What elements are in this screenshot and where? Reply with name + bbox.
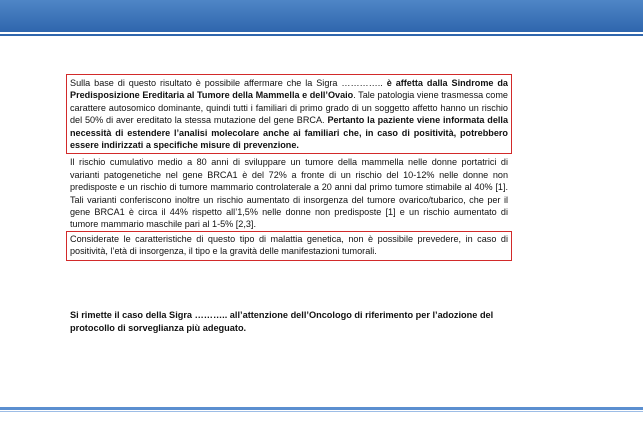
diagnosis-text-2: . Tale patologia viene trasmessa come carattere autosomico dominante, quindi tutti i familiari di primo grado di un soggetto affetto hanno un rischio del 50% di aver ereditato la stessa mutazione del gene BRCA. <box>70 90 508 126</box>
header-band <box>0 0 643 32</box>
diagnosis-bold-1: è affetta dalla Sindrome da Predisposizione Ereditaria al Tumore della Mammella e dell’Ovaio <box>70 78 508 101</box>
diagnosis-paragraph <box>70 77 508 151</box>
highlight-box-diagnosis <box>66 74 512 154</box>
considerations-paragraph: Considerate le caratteristiche di questo tipo di malattia genetica, non è possibile prevedere, in caso di positività, l’età di insorgenza, il tipo e la gravità delle manifestazioni tumorali. <box>70 233 508 257</box>
risk-paragraph: Il rischio cumulativo medio a 80 anni di sviluppare un tumore della mammella nelle donne portatrici di varianti patogenetiche nel gene BRCA1 è del 72% a fronte di un rischio del 10-12% nelle donne non predisposte e un rischio di tumore mammario controlaterale a 20 anni dal primo tumore stimabile al 40% [1]. Tali varianti conferiscono inoltre un rischio aumentato di insorgenza del tumore ovarico/tubarico, che per il gene BRCA1 è circa il 44% rispetto all’1,5% nelle donne non predisposte [1] e un rischio aumentato di tumore mammario maschile pari al 1-5% [2,3]. <box>70 157 508 230</box>
referral-paragraph: Si rimette il caso della Sigra ……….. all’attenzione dell’Oncologo di riferimento per l’adozione del protocollo di sorveglianza più adeguato. <box>70 310 494 333</box>
footer-rule <box>0 407 643 410</box>
diagnosis-bold-2: Pertanto la paziente viene informata della necessità di estendere l’analisi molecolare anche ai familiari che, in caso di positività, potrebbero essere indirizzati a specifiche misure di prevenzione. <box>70 115 508 151</box>
highlight-box-considerations <box>66 231 512 261</box>
report-body <box>70 74 508 261</box>
footer-rule-thin <box>0 411 643 412</box>
header-rule <box>0 34 643 36</box>
diagnosis-text-1: Sulla base di questo risultato è possibile affermare che la Sigra ………….. <box>70 78 387 88</box>
